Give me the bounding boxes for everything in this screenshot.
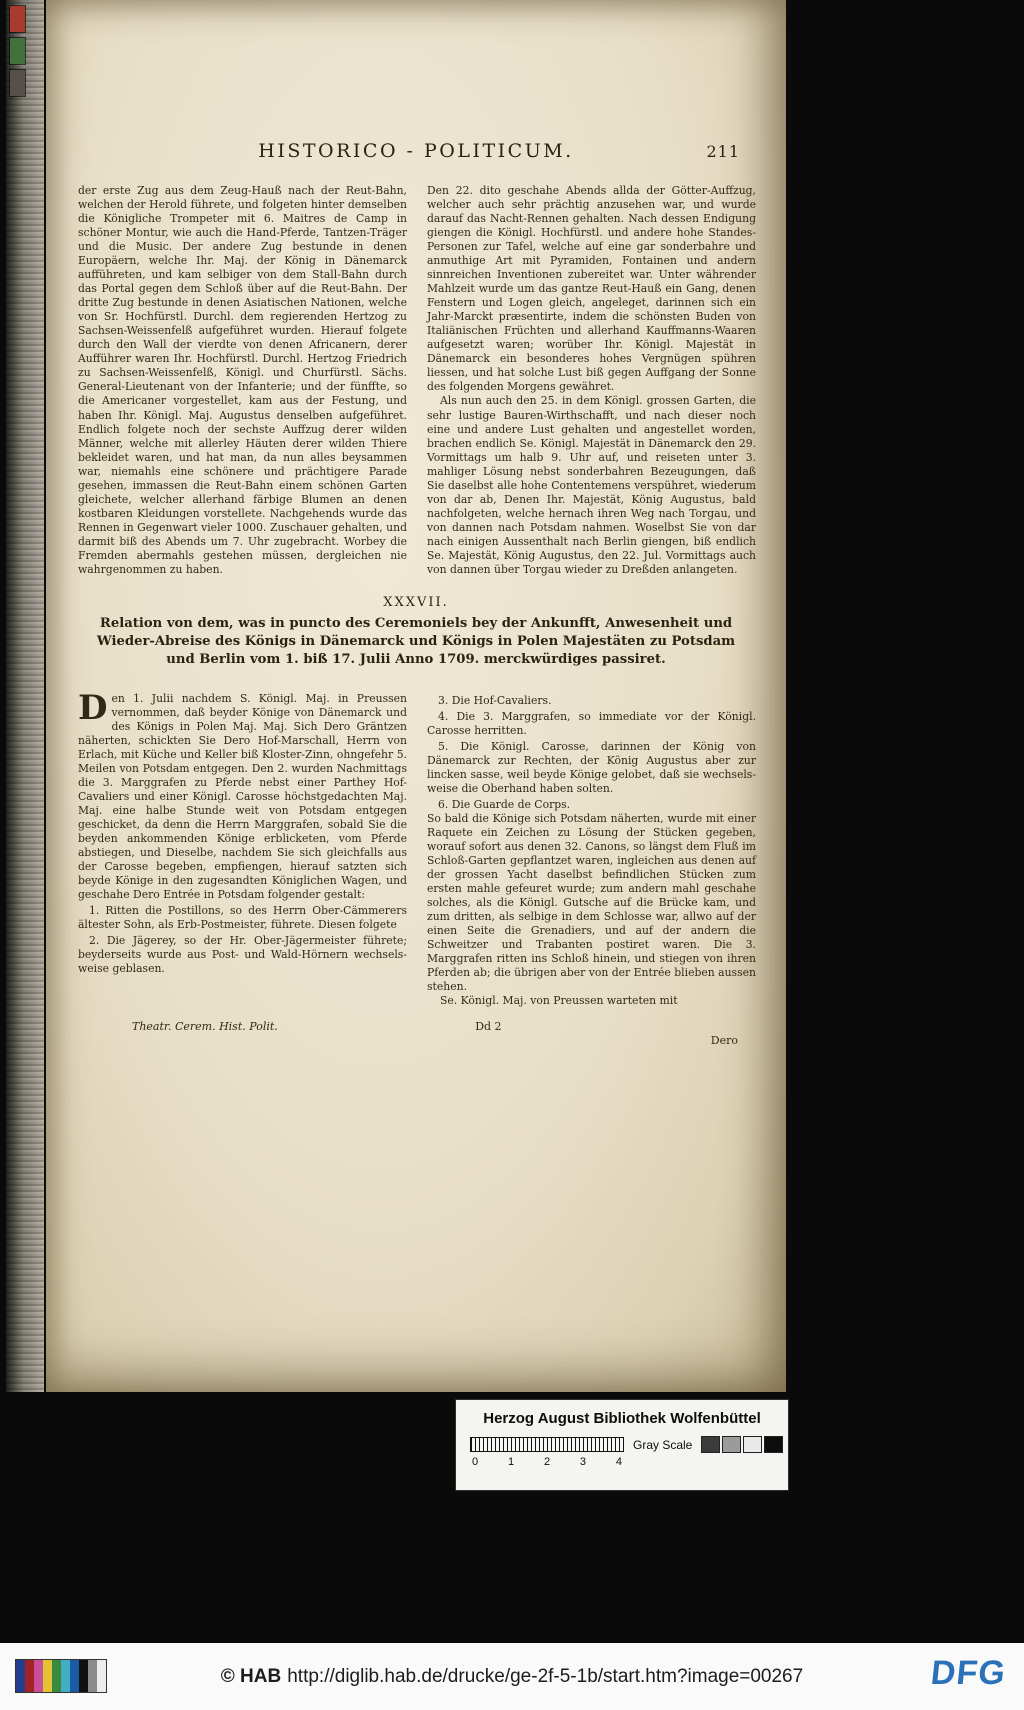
- top-column-right: [427, 184, 756, 577]
- top-text-columns: [46, 162, 786, 577]
- gray-patch: [701, 1436, 720, 1453]
- gray-scale-label: Gray Scale: [633, 1437, 693, 1452]
- scanned-page: [46, 0, 786, 1392]
- drop-cap-initial: D: [78, 687, 108, 728]
- tick-label: 2: [543, 1456, 551, 1468]
- numbered-item: 3. Die Hof-Cavaliers.: [438, 693, 552, 707]
- numbered-item: 5. Die Königl. Carosse, darinnen der König von Dänemarck zur Rechten, der König Augustus aber zur lincken sasse, weil beyde Könige gelobet, daß sie wechsels-weise die Oberhand haben solten.: [427, 739, 756, 795]
- ruler-tick-labels: [472, 1456, 622, 1468]
- color-calibration-bar-icon: [16, 1660, 106, 1692]
- source-url: http://diglib.hab.de/drucke/ge-2f-5-1b/start.htm?image=00267: [287, 1665, 804, 1687]
- library-name: Herzog August Bibliothek Wolfenbüttel: [483, 1410, 761, 1427]
- copyright-label: © HAB: [220, 1665, 282, 1687]
- paragraph: Als nun auch den 25. in dem Königl. grossen Garten, die sehr lustige Bauren-Wirthschafft, und nach dieser noch eine und andere Lust gehalten und angestellet worden, brachen endlich Se. Königl. Majestät in Dänemarck den 29. Vormittags um halb 9. Uhr auf, und reiseten unter 3. mahliger Lösung nebst sonderbahren Bezeugungen, daß Sie daselbst alle hohe Contentemens verspühret, wiederum von dar ab, Denen Ihr. Majestät, König Augustus, bald nachfolgeten, welche hernach ihren Weg nach Torgau, und von dannen nach Potsdam nahmen. Woselbst Sie von dar nach einigen Aussenthalt nach Berlin giengen, biß endlich Se. Majestät, König Augustus, den 22. Jul. Vormittags auch von dannen über Torgau wieder zu Dreßden anlangeten.: [427, 394, 756, 576]
- gray-patch: [722, 1436, 741, 1453]
- color-chip-green: [10, 38, 25, 64]
- book-fore-edge: [6, 0, 44, 1392]
- bottom-text-columns: [46, 670, 786, 1009]
- tick-label: 0: [472, 1456, 479, 1468]
- lead-text: en 1. Julii nachdem S. Königl. Maj. in Preussen vernommen, daß beyder Könige von Dänemarck und des Königs in Polen Maj. Maj. Sich Dero Gräntzen näherten, schickten Sie Dero Hof-Marschall, Herrn von Erlach, mit Küche und Keller biß Kloster-Zinn, ohngefehr 5. Meilen von Potsdam entgegen. Den 2. wurden Nachmittags die 3. Marggrafen zu Pferde nebst einer Parthey Hof-Cavaliers und einer Königl. Carosse höchstgedachten Maj. Maj. eine halbe Stunde weit von Potsdam entgegen geschicket, da denn die Herrn Marggrafen, sobald Sie die beyden ankommenden Könige erblicketen, vom Pferde abstiegen, und Dieselbe, nachdem Sie sich gleichfalls aus der Carosse begeben, empfiengen, hierauf satzten sich beyde Könige in den zugesandten Königlichen Wagen, und geschahe Dero Entrée in Potsdam folgender gestalt:: [78, 691, 407, 901]
- paragraph: der erste Zug aus dem Zeug-Hauß nach der Reut-Bahn, welchen der Herold führete, und folgeten hinter demselben die Königliche Trompeter mit 6. Maitres de Camp in schöner Montur, wie auch die Hand-Pferde, Tantzen-Träger und die Music. Der andere Zug bestunde in denen Europäern, welche Ihr. Maj. der König in Dänemarck aufführeten, und kam selbiger von dem Stall-Bahn durch das Portal gegen dem Schloß über auf die Reut-Bahn. Der dritte Zug bestunde in denen Asiatischen Nationen, welche von Sr. Hochfürstl. Durchl. dem regierenden Hertzog zu Sachsen-Weissenfelß aufgeführet wurden. Hierauf folgete durch den Wall der vierdte von denen Africanern, derer Aufführer waren Ihr. Hochfürstl. Durchl. Hertzog Friedrich zu Sachsen-Weissenfelß, Königl. und Churfürstl. Sächs. General-Lieutenant von der Infanterie; und der fünffte, so die Americaner vorgestellet, kam aus der Festung, und haben Ihr. Königl. Maj. Augustus denselben aufgeführet. Endlich folgete noch der sechste Auffzug derer wilden Männer, welche mit allerley Häuten derer wilden Thiere bekleidet waren, und hat man, da nun alles beysammen war, niemahls eine schönere und prächtigere Parade gesehen, immassen die Reut-Bahn einem schönen Garten gleichete, welcher allerhand färbige Blumen an denen kostbaren Kleidungen vorstellete. Nachgehends wurde das Rennen in Gegenwart vieler 1000. Zuschauer gehalten, und darmit biß des Abends um 7. Uhr zugebracht. Worbey die Fremden abermahls gestehen müssen, dergleichen nie wahrgenommen zu haben.: [78, 184, 407, 576]
- section-title: Relation von dem, was in puncto des Ceremoniels bey der Ankunfft, Anwesenheit und Wieder-Abreise des Königs in Dänemarck und Königs in Polen Majestäten zu Potsdam und Berlin vom 1. biß 17. Julii Anno 1709. merckwürdiges passiret.: [96, 615, 736, 668]
- calibration-card: [456, 1400, 788, 1490]
- bottom-column-left: [78, 687, 407, 1009]
- bottom-column-right: [427, 692, 756, 1009]
- numbered-item: 4. Die 3. Marggrafen, so immediate vor der Königl. Carosse herritten.: [427, 709, 756, 737]
- page-number: 211: [706, 142, 740, 161]
- tick-label: 3: [579, 1456, 587, 1468]
- tick-label: 4: [615, 1456, 622, 1468]
- dfg-logo: DFG: [929, 1654, 1009, 1692]
- section-number: XXXVII.: [383, 594, 449, 610]
- gray-scale-patches: [701, 1436, 783, 1453]
- attribution-bar: [0, 1643, 1024, 1710]
- paragraph: Den 22. dito geschahe Abends allda der Götter-Auffzug, welcher auch sehr prächtig anzusehen war, und wurde darauf das Nacht-Rennen gehalten. Nach dessen Endigung giengen die Königl. Hochfürstl. und andere hohe Standes-Personen zur Tafel, welche auf eine gar sonderbahre und anmuthige Art mit Pyramiden, Fontainen und andern sinnreichen Inventionen zubereitet war. Unter währender Mahlzeit wurde um das gantze Reut-Hauß ein Gang, denen Fenstern und Logen gleich, angeleget, darinnen sich ein Jahr-Marckt præsentirte, indem die schönsten Buden von Italiänischen Früchten und allerhand Kauffmanns-Waaren aufgesetzt waren; worüber Ihr. Königl. Majestät in Dänemarck ein besonderes hohes Vergnügen spühren liessen, und hat solche Lust biß gegen Auffgang der Sonne des folgenden Morgens gewähret.: [427, 184, 756, 394]
- color-chip-gray: [10, 70, 25, 96]
- source-attribution: [0, 1666, 1024, 1688]
- paragraph: [78, 687, 407, 902]
- running-header-title: HISTORICO - POLITICUM.: [258, 140, 574, 162]
- gray-scale-row: [470, 1436, 788, 1453]
- gray-patch: [743, 1436, 762, 1453]
- numbered-item: 6. Die Guarde de Corps.: [438, 797, 571, 811]
- running-header: [46, 140, 786, 162]
- gray-patch: [764, 1436, 783, 1453]
- catchword: Dero: [710, 1034, 738, 1048]
- paragraph: So bald die Könige sich Potsdam näherten, wurde mit einer Raquete ein Zeichen zu Lösung der Stücken gegeben, worauf sofort aus denen 32. Canons, so längst dem Fluß im Schloß-Garten gepflantzet waren, ingleichen aus denen auf der grossen Yacht daselbst befindlichen Stücken zum ersten mahle gefeuret wurde; zum andern mahl geschahe solches, als die Königl. Gutsche auf die Brücke kam, und zum dritten, als selbige in dem Schlosse war, allwo auf der einen Seite die Grenadiers, und auf der andern die Schweitzer und Trabanten postiret waren. Die 3. Marggrafen ritten ins Schloß hinein, und stiegen von ihren Pferden ab; die übrigen aber von der Entrée blieben aussen stehen.: [427, 811, 756, 994]
- gathering-signature: Dd 2: [475, 1020, 502, 1034]
- tick-label: 1: [507, 1456, 515, 1468]
- color-chip-red: [10, 6, 25, 32]
- work-citation: Theatr. Cerem. Hist. Polit.: [132, 1020, 278, 1034]
- ruler-icon: [470, 1437, 624, 1452]
- numbered-item: 1. Ritten die Postillons, so des Herrn Ober-Cämmerers ältester Sohn, als Erb-Postmeister, führete. Diesen folgete: [78, 904, 407, 932]
- page-footer-line: [46, 1020, 786, 1062]
- section-heading: [46, 595, 786, 670]
- paragraph: Se. Königl. Maj. von Preussen warteten mit: [440, 994, 678, 1008]
- top-column-left: [78, 184, 407, 577]
- numbered-item: 2. Die Jägerey, so der Hr. Ober-Jägermeister führete; beyderseits wurde aus Post- und Wald-Hörnern wechsels-weise geblasen.: [78, 934, 407, 976]
